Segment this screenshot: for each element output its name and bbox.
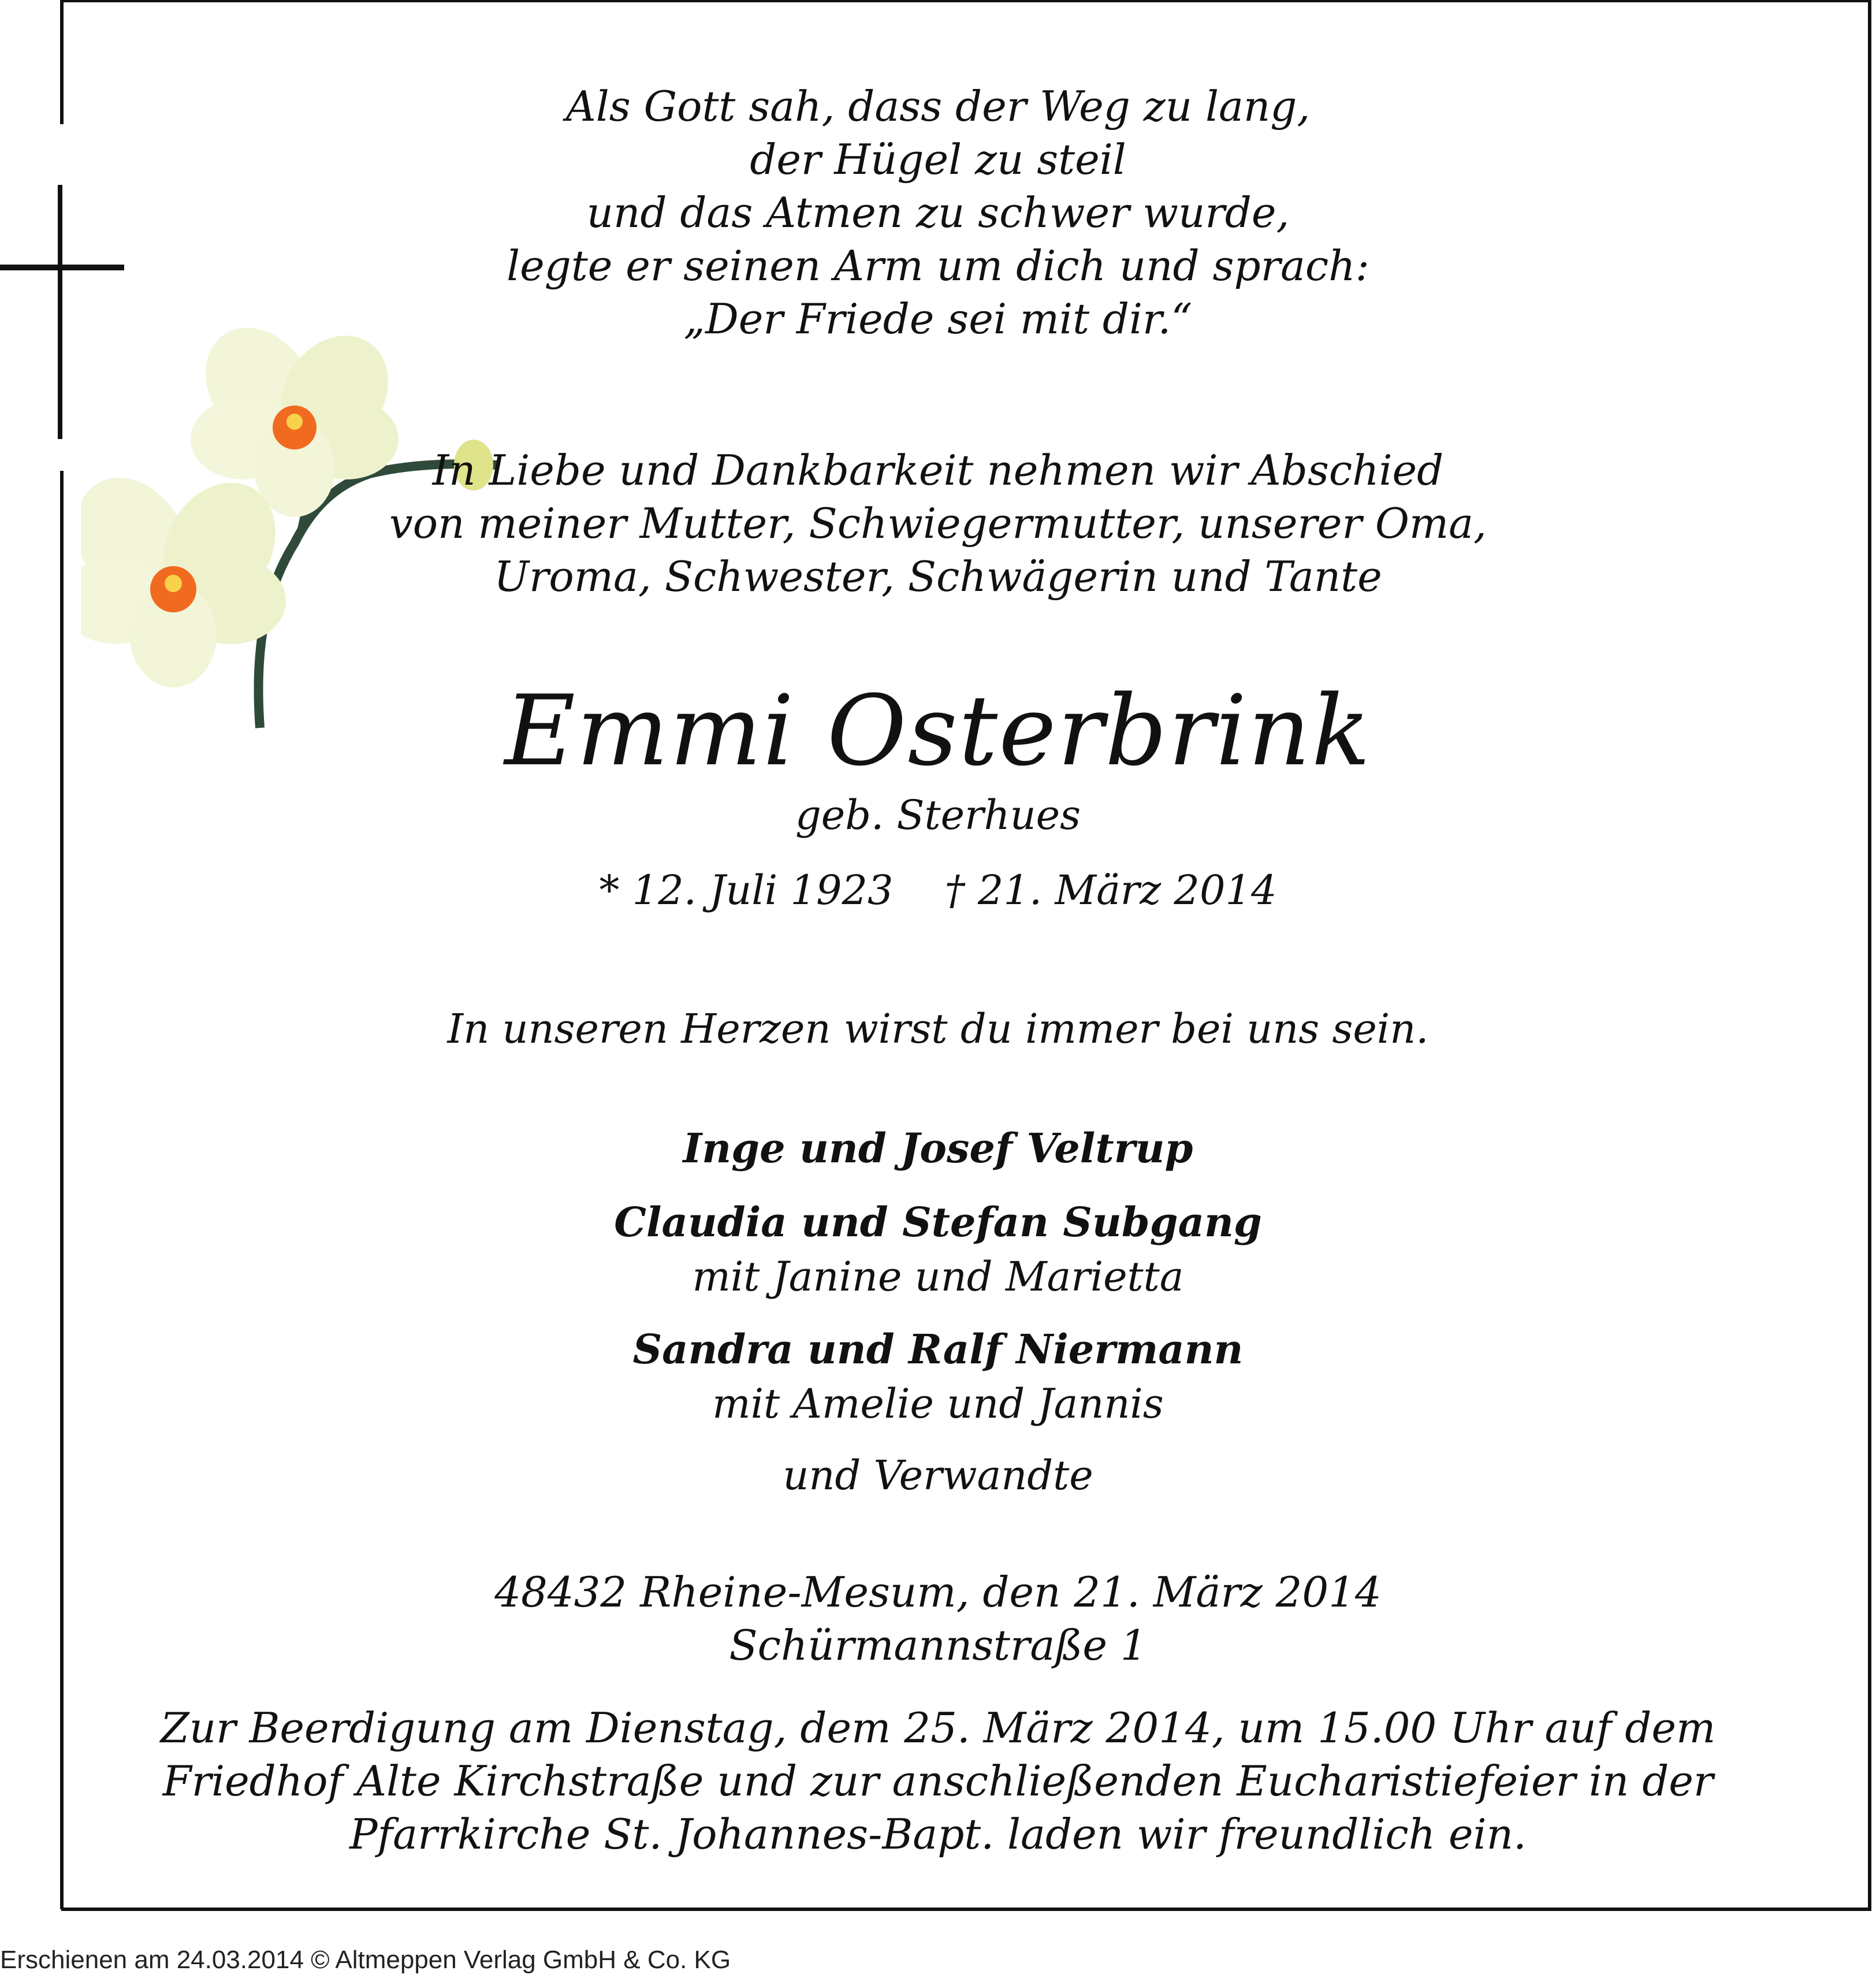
- city-date: 48432 Rheine-Mesum, den 21. März 2014: [494, 1568, 1382, 1616]
- funeral-line: Pfarrkirche St. Johannes-Bapt. laden wir freundlich ein.: [349, 1810, 1527, 1858]
- deceased-name: Emmi Osterbrink: [504, 674, 1372, 787]
- poem-line: legte er seinen Arm um dich und sprach:: [507, 241, 1369, 290]
- maiden-name: geb. Sterhues: [795, 791, 1081, 839]
- life-dates: [0, 867, 1876, 914]
- funeral-line: Zur Beerdigung am Dienstag, dem 25. März 2014, um 15.00 Uhr auf dem: [160, 1704, 1716, 1752]
- mourner-family: Claudia und Stefan Subgang: [614, 1198, 1262, 1246]
- poem: [0, 80, 1876, 345]
- place-and-date: [0, 1566, 1876, 1672]
- poem-line: „Der Friede sei mit dir.“: [683, 295, 1193, 343]
- funeral-line: Friedhof Alte Kirchstraße und zur anschließenden Eucharistiefeier in der: [162, 1757, 1714, 1805]
- motto: In unseren Herzen wirst du immer bei uns sein.: [447, 1005, 1429, 1053]
- mourner-family: Sandra und Ralf Niermann: [632, 1325, 1244, 1373]
- poem-line: Als Gott sah, dass der Weg zu lang,: [565, 82, 1311, 131]
- farewell-line: von meiner Mutter, Schwiegermutter, unserer Oma,: [389, 499, 1487, 548]
- mourner-relatives: und Verwandte: [783, 1452, 1093, 1499]
- publication-footer: Erschienen am 24.03.2014 © Altmeppen Verlag GmbH & Co. KG: [0, 1946, 731, 1974]
- birth-date: * 12. Juli 1923: [599, 867, 894, 914]
- death-date: † 21. März 2014: [944, 867, 1277, 914]
- funeral-info: [0, 1701, 1876, 1861]
- farewell-line: Uroma, Schwester, Schwägerin und Tante: [494, 552, 1382, 601]
- mourners-list: [0, 1121, 1876, 1502]
- mourner-children: mit Amelie und Jannis: [712, 1380, 1164, 1427]
- poem-line: der Hügel zu steil: [750, 135, 1126, 184]
- mourner-children: mit Janine und Marietta: [692, 1253, 1184, 1300]
- mourner-family: Inge und Josef Veltrup: [683, 1124, 1193, 1172]
- farewell-line: In Liebe und Dankbarkeit nehmen wir Abschied: [432, 446, 1444, 494]
- farewell-text: [0, 444, 1876, 603]
- poem-line: und das Atmen zu schwer wurde,: [586, 188, 1290, 237]
- street-address: Schürmannstraße 1: [729, 1621, 1147, 1670]
